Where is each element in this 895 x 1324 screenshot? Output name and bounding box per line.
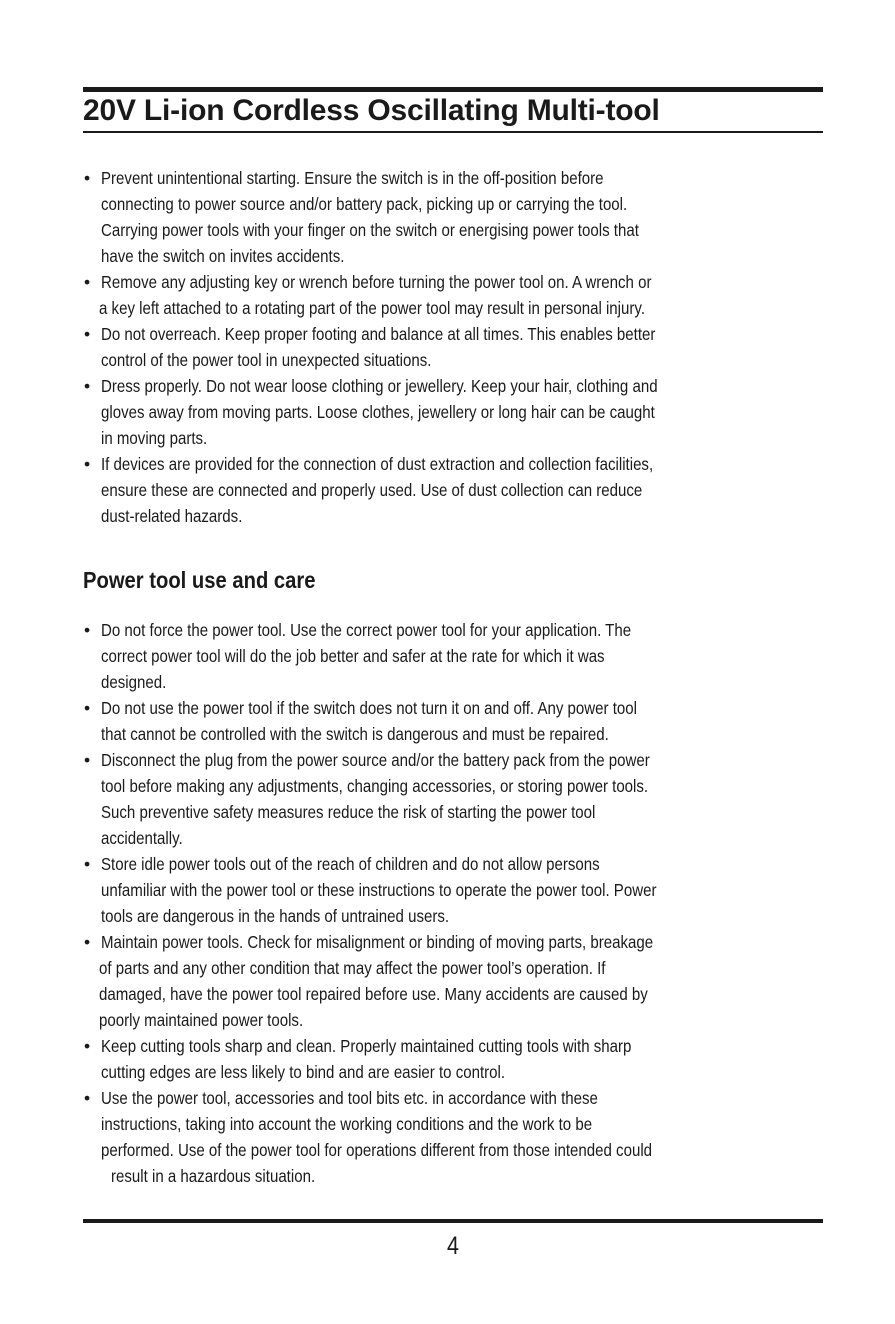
bottom-rule (83, 1219, 823, 1223)
bullet-marker: • (84, 698, 91, 718)
bullet-marker: • (84, 454, 91, 474)
bullet-text-line: gloves away from moving parts. Loose clothes, jewellery or long hair can be caught (101, 402, 655, 422)
bullet-text-line: poorly maintained power tools. (99, 1010, 304, 1030)
bullet-text-line: in moving parts. (101, 428, 208, 448)
bullet-text-line: Dress properly. Do not wear loose clothing or jewellery. Keep your hair, clothing and (101, 376, 658, 396)
bullet-text-line: Remove any adjusting key or wrench before turning the power tool on. A wrench or (101, 272, 652, 292)
bullet-text-line: Use the power tool, accessories and tool bits etc. in accordance with these (101, 1088, 598, 1108)
bullet-marker: • (84, 750, 91, 770)
bullet-text-line: connecting to power source and/or battery pack, picking up or carrying the tool. (101, 194, 628, 214)
bullet-text-line: accidentally. (101, 828, 183, 848)
bullet-text-line: correct power tool will do the job better and safer at the rate for which it was (101, 646, 605, 666)
bullet-text-line: instructions, taking into account the working conditions and the work to be (101, 1114, 593, 1134)
bullet-text-line: If devices are provided for the connection of dust extraction and collection facilities, (101, 454, 654, 474)
bullet-text-line: unfamiliar with the power tool or these instructions to operate the power tool. Power (101, 880, 657, 900)
bullet-text-line: control of the power tool in unexpected situations. (101, 350, 432, 370)
bullet-marker: • (84, 620, 91, 640)
bullet-text-line: a key left attached to a rotating part of the power tool may result in personal injury. (99, 298, 646, 318)
bullet-text-line: that cannot be controlled with the switch is dangerous and must be repaired. (101, 724, 609, 744)
bullet-text-line: Disconnect the plug from the power source and/or the battery pack from the power (101, 750, 650, 770)
bullet-text-line: Store idle power tools out of the reach of children and do not allow persons (101, 854, 600, 874)
bullet-text-line: Do not force the power tool. Use the correct power tool for your application. The (101, 620, 632, 640)
bullet-text-line: result in a hazardous situation. (111, 1166, 316, 1186)
bullet-marker: • (84, 932, 91, 952)
bullet-text-line: Do not overreach. Keep proper footing and balance at all times. This enables better (101, 324, 656, 344)
bullet-text-line: performed. Use of the power tool for operations different from those intended could (101, 1140, 653, 1160)
bullet-marker: • (84, 376, 91, 396)
bullet-text-line: Maintain power tools. Check for misalignment or binding of moving parts, breakage (101, 932, 654, 952)
bullet-text-line: Such preventive safety measures reduce the risk of starting the power tool (101, 802, 596, 822)
bullet-text-line: of parts and any other condition that may affect the power tool’s operation. If (99, 958, 606, 978)
bullet-text-line: Prevent unintentional starting. Ensure the switch is in the off-position before (101, 168, 604, 188)
bullet-marker: • (84, 168, 91, 188)
bullet-text-line: ensure these are connected and properly used. Use of dust collection can reduce (101, 480, 643, 500)
bullet-marker: • (84, 324, 91, 344)
bullet-marker: • (84, 1036, 91, 1056)
bullet-marker: • (84, 272, 91, 292)
section-heading: Power tool use and care (83, 567, 316, 593)
bullet-text-line: cutting edges are less likely to bind and are easier to control. (101, 1062, 506, 1082)
bullet-text-line: tool before making any adjustments, changing accessories, or storing power tools. (101, 776, 649, 796)
document-title: 20V Li-ion Cordless Oscillating Multi-tool (83, 94, 660, 127)
bullet-text-line: designed. (101, 672, 167, 692)
bullet-text-line: Carrying power tools with your finger on the switch or energising power tools that (101, 220, 639, 240)
bullet-text-line: tools are dangerous in the hands of untrained users. (101, 906, 450, 926)
bullet-text-line: dust-related hazards. (101, 506, 243, 526)
bullet-marker: • (84, 1088, 91, 1108)
bullet-text-line: have the switch on invites accidents. (101, 246, 345, 266)
bullet-text-line: damaged, have the power tool repaired before use. Many accidents are caused by (99, 984, 648, 1004)
bullet-text-line: Keep cutting tools sharp and clean. Properly maintained cutting tools with sharp (101, 1036, 632, 1056)
bullet-text-line: Do not use the power tool if the switch does not turn it on and off. Any power tool (101, 698, 637, 718)
title-underline-rule (83, 131, 823, 133)
bullet-marker: • (84, 854, 91, 874)
page-number: 4 (447, 1232, 459, 1260)
